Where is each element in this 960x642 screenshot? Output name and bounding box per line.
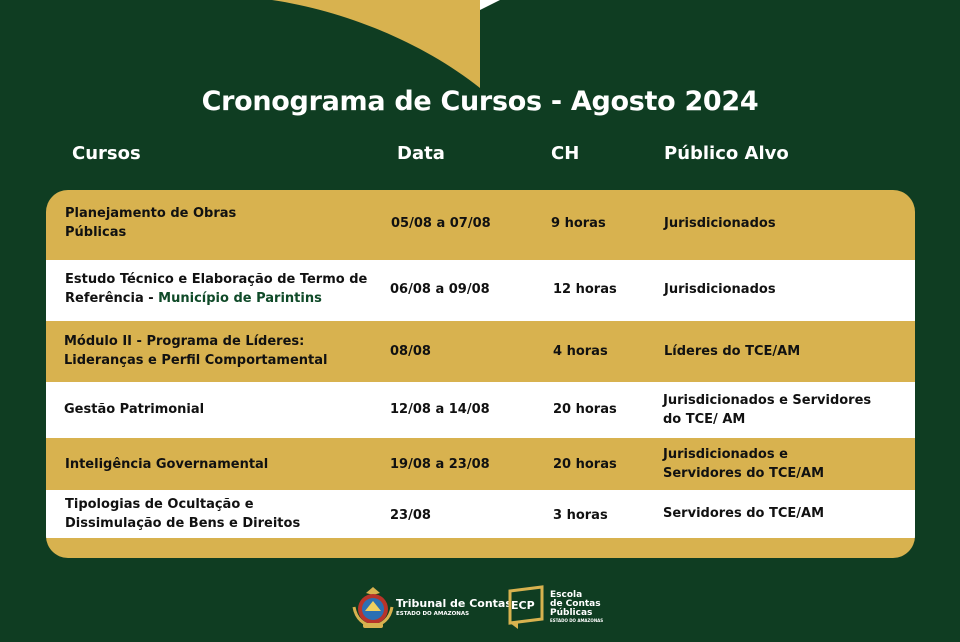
- course-name-line: Tipologias de Ocultação e: [65, 497, 254, 512]
- course-audience-line: do TCE/ AM: [663, 412, 746, 427]
- course-name-line: Planejamento de Obras: [65, 206, 237, 221]
- tribunal-subtitle: ESTADO DO AMAZONAS: [396, 611, 470, 617]
- course-audience: Jurisdicionados: [664, 216, 776, 231]
- course-audience: Líderes do TCE/AM: [664, 344, 801, 359]
- course-name-line: Inteligência Governamental: [65, 457, 269, 472]
- course-hours: 3 horas: [553, 508, 608, 523]
- course-audience-line: Servidores do TCE/AM: [663, 466, 825, 481]
- course-name: [65, 270, 367, 308]
- column-header-data: Data: [397, 143, 445, 164]
- course-hours: 12 horas: [553, 282, 617, 297]
- course-hours: 20 horas: [553, 457, 617, 472]
- course-name-prefix: Referência -: [65, 291, 159, 306]
- table-row: [46, 260, 915, 321]
- course-date: 23/08: [390, 508, 431, 523]
- course-audience-line: Jurisdicionados e: [663, 447, 788, 462]
- course-name-line: [65, 289, 367, 308]
- course-name-line: Públicas: [65, 225, 127, 240]
- course-name-line: Dissimulação de Bens e Direitos: [65, 516, 301, 531]
- column-header-ch: CH: [551, 143, 580, 164]
- course-date: 19/08 a 23/08: [390, 457, 490, 472]
- course-hours: 9 horas: [551, 216, 606, 231]
- course-name-line: Estudo Técnico e Elaboração de Termo de: [65, 272, 368, 287]
- ecp-abbreviation: ECP: [511, 599, 535, 612]
- tribunal-coat-of-arms-icon: [348, 585, 398, 631]
- course-hours: 4 horas: [553, 344, 608, 359]
- table-row: [46, 321, 915, 382]
- ecp-line: Públicas: [550, 608, 593, 618]
- table-row: [46, 382, 915, 438]
- table-row: [46, 438, 915, 490]
- course-name-line: Módulo II - Programa de Líderes:: [64, 334, 305, 349]
- course-audience: [663, 391, 871, 429]
- ecp-logo-text: [550, 591, 603, 624]
- tribunal-name: Tribunal de Contas: [396, 597, 512, 610]
- page-title: Cronograma de Cursos - Agosto 2024: [201, 86, 759, 117]
- ecp-line: Escola: [550, 590, 583, 600]
- course-name: [65, 204, 236, 242]
- ecp-line: de Contas: [550, 599, 601, 609]
- course-name-line: Lideranças e Perfil Comportamental: [64, 353, 328, 368]
- schedule-table: [46, 190, 915, 558]
- course-location-highlight: Município de Parintins: [158, 291, 322, 306]
- course-date: 06/08 a 09/08: [390, 282, 490, 297]
- column-header-cursos: Cursos: [72, 143, 141, 164]
- course-name: [64, 400, 204, 419]
- course-hours: 20 horas: [553, 402, 617, 417]
- course-audience-line: Jurisdicionados e Servidores: [663, 393, 872, 408]
- course-audience: Servidores do TCE/AM: [663, 506, 825, 521]
- course-date: 05/08 a 07/08: [391, 216, 491, 231]
- ecp-subtitle: ESTADO DO AMAZONAS: [550, 618, 604, 623]
- course-name: [65, 495, 300, 533]
- table-row: [46, 490, 915, 538]
- column-header-publico-alvo: Público Alvo: [664, 143, 789, 164]
- table-row: [46, 190, 915, 260]
- course-name: [65, 455, 268, 474]
- course-name-line: Gestão Patrimonial: [64, 402, 205, 417]
- footer: [0, 585, 960, 635]
- course-date: 12/08 a 14/08: [390, 402, 490, 417]
- course-audience: [663, 445, 824, 483]
- course-name: [64, 332, 327, 370]
- course-date: 08/08: [390, 344, 431, 359]
- tribunal-logo-text: [396, 597, 512, 617]
- course-audience: Jurisdicionados: [664, 282, 776, 297]
